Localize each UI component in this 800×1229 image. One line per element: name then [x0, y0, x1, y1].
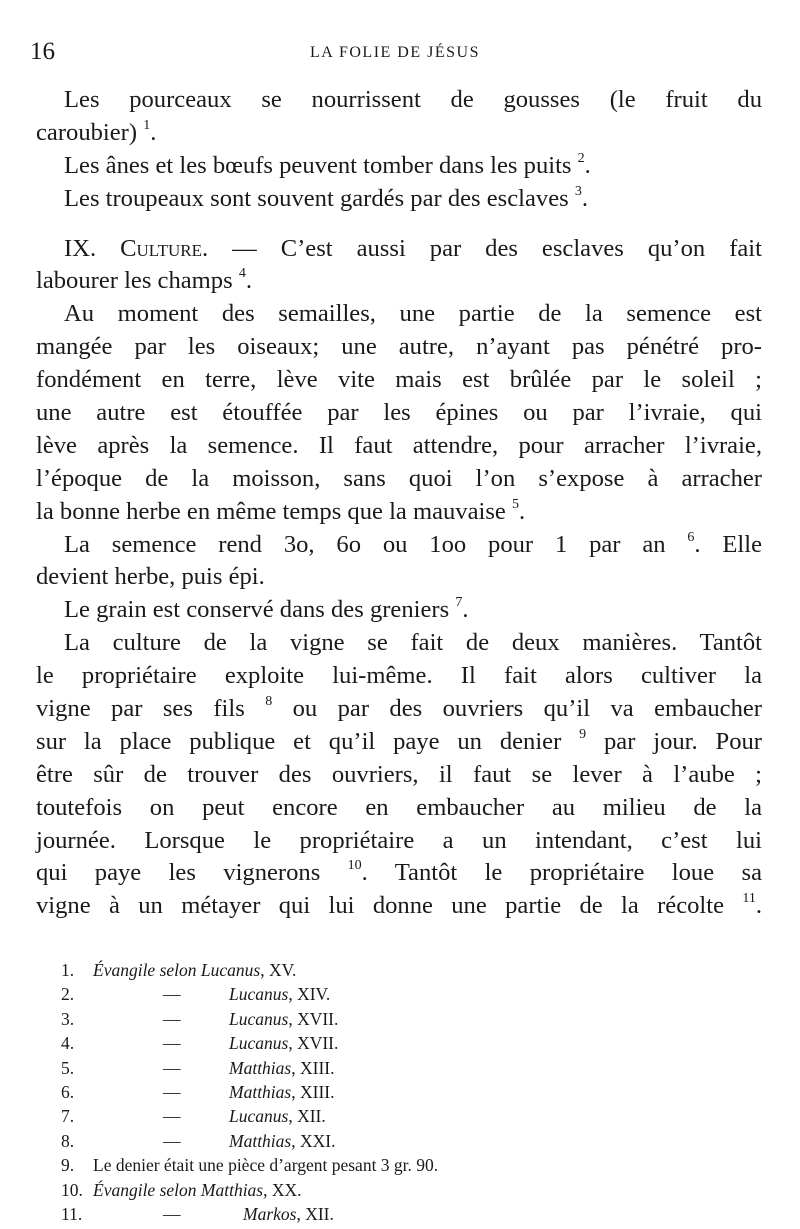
text-line: qui paye les vignerons $^{10}$. Tantôt le propriétaire loue sa [36, 858, 762, 887]
text-line: mangée par les oiseaux; une autre, n’ayant pas pénétré pro- [36, 333, 762, 361]
running-title: LA FOLIE DE JÉSUS [310, 44, 480, 61]
footnote-ref: 9 [579, 726, 587, 742]
section-heading: Culture. [120, 234, 209, 262]
footnote-ref: 11 [742, 891, 756, 907]
text-line: devient herbe, puis épi. [36, 563, 265, 591]
footnote: 2. — Lucanus, XIV. [61, 984, 331, 1005]
text-line: la bonne herbe en même temps que la mauvaise $^5$. [36, 496, 526, 525]
text-line: journée. Lorsque le propriétaire a un intendant, c’est lui [36, 826, 762, 854]
page-header [30, 38, 760, 68]
footnote: 7. — Lucanus, XII. [61, 1106, 326, 1127]
footnote-ref: 10 [347, 858, 362, 874]
footnote-ref: 7 [455, 595, 463, 611]
body-text [36, 84, 762, 923]
text-line: fondément en terre, lève vite mais est brûlée par le soleil ; [36, 366, 762, 394]
footnote: 3. — Lucanus, XVII. [61, 1008, 339, 1029]
text-line: Le grain est conservé dans des greniers $^7$. [64, 595, 469, 624]
text-line: Les ânes et les bœufs peuvent tomber dans les puits $^2$. [64, 150, 591, 179]
footnote-ref: 5 [512, 496, 519, 512]
text-line: une autre est étouffée par les épines ou par l’ivraie, qui [36, 399, 762, 427]
text-line: Les pourceaux se nourrissent de gousses (le fruit du [64, 86, 762, 113]
text-line: labourer les champs $^4$. [36, 266, 252, 295]
footnote: 1. Évangile selon Lucanus, XV. [61, 960, 297, 980]
section-heading-line: IX. Culture. — C’est aussi par des esclaves qu’on fait [64, 234, 762, 262]
text-line: le propriétaire exploite lui-même. Il fait alors cultiver la [36, 662, 762, 690]
text-line: vigne par ses fils $^8$ ou par des ouvriers qu’il va embaucher [36, 694, 762, 723]
footnote-ref: 1 [143, 117, 151, 133]
footnote: 10. Évangile selon Matthias, XX. [61, 1179, 302, 1200]
footnote: 11. — Markos, XII. [61, 1203, 334, 1224]
footnote: 6. — Matthias, XIII. [61, 1081, 335, 1102]
text-line: l’époque de la moisson, sans quoi l’on s’expose à arracher [36, 464, 762, 492]
footnote: 5. — Matthias, XIII. [61, 1057, 335, 1078]
footnote-ref: 6 [687, 529, 695, 545]
footnotes [61, 958, 621, 1226]
text-line: sur la place publique et qu’il paye un denier $^9$ par jour. Pour [36, 726, 762, 755]
footnote-ref: 3 [574, 183, 582, 199]
text-line: caroubier) $^1$. [36, 117, 157, 146]
footnote: 9. Le denier était une pièce d’argent pesant 3 gr. 90. [61, 1155, 439, 1176]
footnote-ref: 2 [577, 150, 585, 166]
text-line: toutefois on peut encore en embaucher au milieu de la [36, 793, 762, 821]
text-line: vigne à un métayer qui lui donne une partie de la récolte $^{11}$. [36, 891, 763, 920]
text-line: La culture de la vigne se fait de deux manières. Tantôt [64, 629, 762, 657]
page-number: 16 [30, 38, 55, 65]
footnote-ref: 8 [265, 694, 273, 710]
text-line: lève après la semence. Il faut attendre, pour arracher l’ivraie, [36, 431, 762, 459]
footnote: 8. — Matthias, XXI. [61, 1130, 336, 1151]
text-line: être sûr de trouver des ouvriers, il faut se lever à l’aube ; [36, 760, 762, 788]
footnote: 4. — Lucanus, XVII. [61, 1033, 339, 1054]
text-line: Au moment des semailles, une partie de la semence est [64, 300, 762, 328]
text-line: La semence rend 3o, 6o ou 1oo pour 1 par an $^6$. Elle [64, 529, 762, 558]
footnote-ref: 4 [238, 266, 246, 282]
text-line: Les troupeaux sont souvent gardés par des esclaves $^3$. [64, 183, 589, 212]
